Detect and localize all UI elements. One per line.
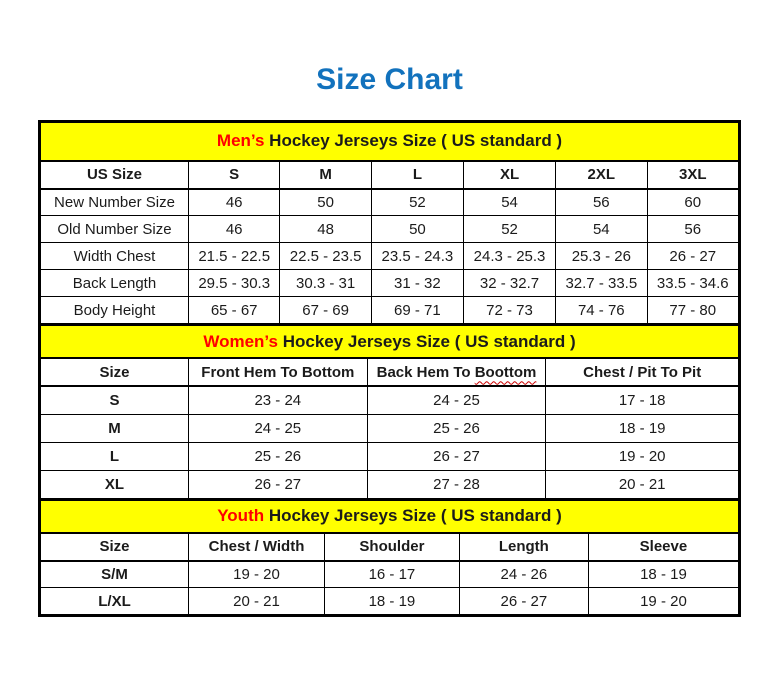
youth-heading-text: Hockey Jerseys Size ( US standard ) — [264, 506, 562, 525]
mens-column-header: XL — [463, 161, 555, 189]
mens-value-cell: 54 — [463, 189, 555, 216]
mens-value-cell: 56 — [647, 216, 738, 243]
mens-value-cell: 48 — [280, 216, 371, 243]
mens-table-row — [41, 243, 739, 270]
womens-column-header — [367, 358, 546, 386]
mens-value-cell: 29.5 - 30.3 — [188, 270, 279, 297]
mens-value-cell: 56 — [556, 189, 647, 216]
page-title: Size Chart — [316, 63, 463, 96]
womens-value-cell: 17 - 18 — [546, 386, 739, 414]
youth-heading-highlight: Youth — [217, 506, 265, 525]
mens-table-row — [41, 270, 739, 297]
youth-column-header: Chest / Width — [188, 533, 324, 561]
womens-table-row — [41, 442, 739, 470]
mens-value-cell: 54 — [556, 216, 647, 243]
mens-section-row — [41, 123, 739, 161]
mens-column-header: M — [280, 161, 371, 189]
youth-value-cell: 24 - 26 — [459, 561, 588, 588]
womens-column-header-text: Back Hem To — [376, 363, 475, 381]
womens-heading-text: Hockey Jerseys Size ( US standard ) — [277, 331, 576, 351]
mens-value-cell: 74 - 76 — [556, 297, 647, 324]
mens-column-header: L — [371, 161, 463, 189]
womens-value-cell: 23 - 24 — [188, 386, 367, 414]
womens-value-cell: 27 - 28 — [367, 470, 546, 498]
youth-column-header: Shoulder — [325, 533, 460, 561]
mens-column-header: 3XL — [647, 161, 738, 189]
youth-column-header: Length — [459, 533, 588, 561]
mens-value-cell: 67 - 69 — [280, 297, 371, 324]
womens-column-header: Front Hem To Bottom — [188, 358, 367, 386]
youth-table-row — [41, 561, 739, 588]
mens-value-cell: 46 — [188, 216, 279, 243]
womens-table-row — [41, 470, 739, 498]
mens-value-cell: 60 — [647, 189, 738, 216]
youth-column-header: Sleeve — [588, 533, 738, 561]
womens-row-label: L — [41, 442, 189, 470]
mens-row-label: Width Chest — [41, 243, 189, 270]
mens-row-label: Back Length — [41, 270, 189, 297]
mens-heading-highlight: Men’s — [216, 131, 265, 151]
mens-table-row — [41, 189, 739, 216]
mens-value-cell: 23.5 - 24.3 — [371, 243, 463, 270]
mens-value-cell: 69 - 71 — [371, 297, 463, 324]
youth-section-heading — [41, 500, 739, 533]
womens-header-row — [41, 358, 739, 386]
womens-value-cell: 26 - 27 — [367, 442, 546, 470]
misspelled-word: Boottom — [474, 363, 537, 381]
mens-column-header: S — [188, 161, 279, 189]
mens-value-cell: 46 — [188, 189, 279, 216]
womens-table-row — [41, 414, 739, 442]
youth-section-row — [41, 500, 739, 533]
womens-value-cell: 18 - 19 — [546, 414, 739, 442]
youth-value-cell: 26 - 27 — [459, 588, 588, 615]
womens-value-cell: 26 - 27 — [188, 470, 367, 498]
mens-value-cell: 25.3 - 26 — [556, 243, 647, 270]
mens-value-cell: 26 - 27 — [647, 243, 738, 270]
mens-value-cell: 65 - 67 — [188, 297, 279, 324]
youth-column-header: Size — [41, 533, 189, 561]
womens-column-header: Size — [41, 358, 189, 386]
youth-row-label: L/XL — [41, 588, 189, 615]
womens-section-heading — [41, 325, 739, 358]
mens-value-cell: 32.7 - 33.5 — [556, 270, 647, 297]
mens-value-cell: 52 — [371, 189, 463, 216]
youth-size-table — [40, 499, 739, 616]
mens-value-cell: 50 — [280, 189, 371, 216]
mens-row-label: Body Height — [41, 297, 189, 324]
womens-value-cell: 25 - 26 — [367, 414, 546, 442]
mens-value-cell: 22.5 - 23.5 — [280, 243, 371, 270]
youth-row-label: S/M — [41, 561, 189, 588]
womens-column-header: Chest / Pit To Pit — [546, 358, 739, 386]
womens-section-row — [41, 325, 739, 358]
womens-heading-highlight: Women’s — [203, 331, 278, 351]
mens-column-header: US Size — [41, 161, 189, 189]
mens-value-cell: 50 — [371, 216, 463, 243]
mens-value-cell: 21.5 - 22.5 — [188, 243, 279, 270]
mens-header-row — [41, 161, 739, 189]
youth-value-cell: 19 - 20 — [588, 588, 738, 615]
mens-row-label: New Number Size — [41, 189, 189, 216]
womens-value-cell: 24 - 25 — [367, 386, 546, 414]
youth-table-row — [41, 588, 739, 615]
mens-table-row — [41, 297, 739, 324]
mens-value-cell: 30.3 - 31 — [280, 270, 371, 297]
womens-table-row — [41, 386, 739, 414]
womens-value-cell: 20 - 21 — [546, 470, 739, 498]
mens-value-cell: 33.5 - 34.6 — [647, 270, 738, 297]
youth-value-cell: 16 - 17 — [325, 561, 460, 588]
womens-row-label: XL — [41, 470, 189, 498]
youth-header-row — [41, 533, 739, 561]
youth-value-cell: 20 - 21 — [188, 588, 324, 615]
mens-size-table — [40, 122, 739, 324]
youth-value-cell: 19 - 20 — [188, 561, 324, 588]
mens-value-cell: 77 - 80 — [647, 297, 738, 324]
size-chart-tables — [38, 120, 741, 617]
womens-row-label: M — [41, 414, 189, 442]
youth-value-cell: 18 - 19 — [588, 561, 738, 588]
womens-size-table — [40, 324, 739, 499]
womens-value-cell: 19 - 20 — [546, 442, 739, 470]
mens-value-cell: 32 - 32.7 — [463, 270, 555, 297]
mens-value-cell: 24.3 - 25.3 — [463, 243, 555, 270]
mens-value-cell: 72 - 73 — [463, 297, 555, 324]
mens-value-cell: 52 — [463, 216, 555, 243]
mens-table-row — [41, 216, 739, 243]
mens-column-header: 2XL — [556, 161, 647, 189]
womens-value-cell: 24 - 25 — [188, 414, 367, 442]
mens-row-label: Old Number Size — [41, 216, 189, 243]
youth-value-cell: 18 - 19 — [325, 588, 460, 615]
womens-value-cell: 25 - 26 — [188, 442, 367, 470]
mens-section-heading — [41, 123, 739, 161]
mens-heading-text: Hockey Jerseys Size ( US standard ) — [264, 131, 563, 151]
womens-row-label: S — [41, 386, 189, 414]
mens-value-cell: 31 - 32 — [371, 270, 463, 297]
